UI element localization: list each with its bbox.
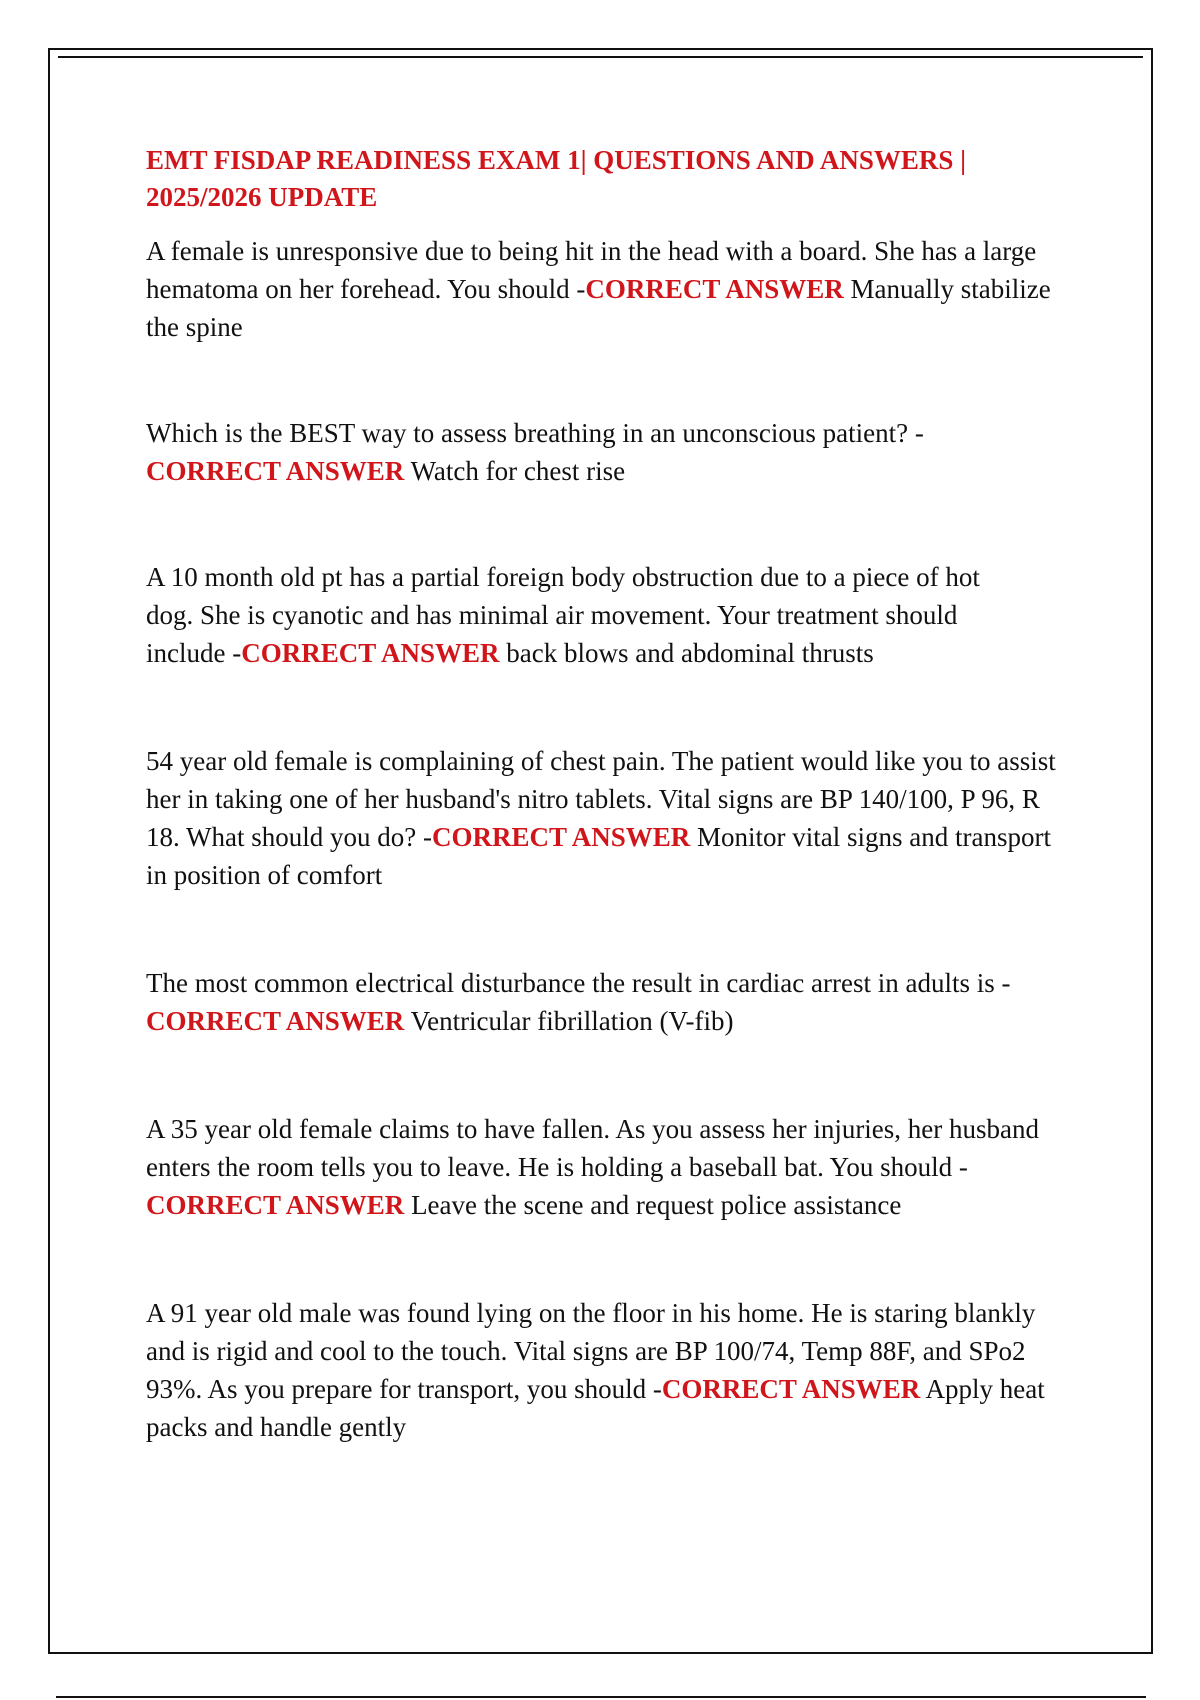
answer-text: Ventricular fibrillation (V-fib) <box>404 1006 734 1036</box>
question-text: A 35 year old female claims to have fallen. As you assess her injuries, her husband enters the room tells you to leave. He is holding a baseball bat. You should - <box>146 1114 1040 1182</box>
document-title: EMT FISDAP READINESS EXAM 1| QUESTIONS AND ANSWERS | 2025/2026 UPDATE <box>146 145 967 212</box>
bottom-rule <box>56 1696 1146 1698</box>
qa-item <box>146 558 1031 672</box>
qa-item <box>146 964 1081 1040</box>
qa-item <box>146 414 976 490</box>
question-text: A 10 month old pt has a partial foreign body obstruction due to a piece of hot dog. She is cyanotic and has minimal air movement. Your treatment should include - <box>146 562 980 668</box>
answer-text: back blows and abdominal thrusts <box>499 638 874 668</box>
correct-answer-label: CORRECT ANSWER <box>661 1374 921 1404</box>
qa-item <box>146 232 1061 346</box>
qa-item <box>146 742 1061 894</box>
question-text: A 91 year old male was found lying on the floor in his home. He is staring blankly and is rigid and cool to the touch. Vital signs are BP 100/74, Temp 88F, and SPo2 93%. As you prepare for transport, you should - <box>146 1298 1036 1404</box>
correct-answer-label: CORRECT ANSWER <box>585 274 844 304</box>
correct-answer-label: CORRECT ANSWER <box>146 1190 405 1220</box>
answer-text: Apply heat packs and handle gently <box>146 1374 1045 1442</box>
document-body <box>146 142 1066 1446</box>
question-text: 54 year old female is complaining of chest pain. The patient would like you to assist her in taking one of her husband's nitro tablets. Vital signs are BP 140/100, P 96, R 18. What should you do? - <box>146 746 1056 852</box>
question-text: The most common electrical disturbance the result in cardiac arrest in adults is - <box>146 968 1011 998</box>
answer-text: Leave the scene and request police assistance <box>404 1190 902 1220</box>
correct-answer-label: CORRECT ANSWER <box>241 638 500 668</box>
answer-text: Manually stabilize the spine <box>146 274 1051 342</box>
qa-item <box>146 1110 1061 1224</box>
answer-text: Monitor vital signs and transport in position of comfort <box>146 822 1051 890</box>
question-text: Which is the BEST way to assess breathing in an unconscious patient? - <box>146 418 924 448</box>
correct-answer-label: CORRECT ANSWER <box>146 1006 405 1036</box>
correct-answer-label: CORRECT ANSWER <box>146 456 405 486</box>
question-text: A female is unresponsive due to being hit in the head with a board. She has a large hematoma on her forehead. You should - <box>146 236 1037 304</box>
top-double-rule <box>58 56 1143 58</box>
qa-item <box>146 1294 1056 1446</box>
correct-answer-label: CORRECT ANSWER <box>431 822 691 852</box>
answer-text: Watch for chest rise <box>404 456 626 486</box>
